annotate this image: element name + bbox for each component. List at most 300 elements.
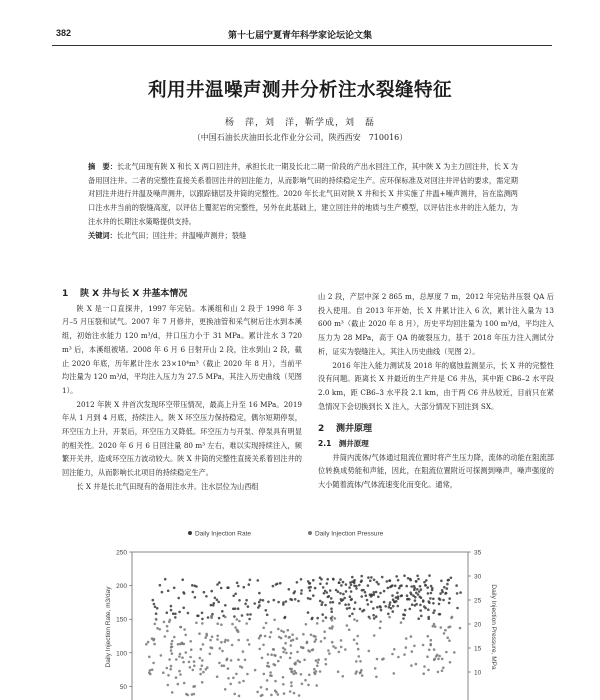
rate-point	[178, 611, 181, 614]
rate-point	[177, 597, 180, 600]
rate-point	[450, 577, 453, 580]
rate-point	[339, 578, 342, 581]
pressure-point	[229, 683, 232, 686]
pressure-point	[355, 660, 358, 663]
rate-point	[329, 601, 332, 604]
pressure-point	[315, 659, 318, 662]
rate-point	[438, 603, 441, 606]
rate-point	[427, 592, 430, 595]
pressure-point	[261, 657, 264, 660]
rate-point	[392, 598, 395, 601]
rate-point	[422, 599, 425, 602]
pressure-point	[273, 654, 276, 657]
pressure-point	[373, 634, 376, 637]
pressure-point	[225, 659, 228, 662]
pressure-point	[202, 643, 205, 646]
rate-point	[369, 580, 372, 583]
pressure-point	[393, 672, 396, 675]
pressure-point	[266, 665, 269, 668]
rate-point	[267, 601, 270, 604]
rate-point	[181, 578, 184, 581]
rate-point	[324, 604, 327, 607]
rate-point	[419, 596, 422, 599]
pressure-point	[448, 639, 451, 642]
rate-point	[413, 589, 416, 592]
rate-point	[236, 582, 239, 585]
pressure-point	[410, 635, 413, 638]
pressure-point	[298, 694, 301, 697]
pressure-point	[209, 646, 212, 649]
pressure-point	[353, 618, 356, 621]
rate-point	[426, 586, 429, 589]
rate-point	[417, 617, 420, 620]
rate-point	[227, 586, 230, 589]
pressure-point	[168, 658, 171, 661]
pressure-point	[153, 643, 156, 646]
pressure-point	[441, 658, 444, 661]
pressure-point	[256, 691, 259, 694]
rate-point	[339, 592, 342, 595]
rate-point	[389, 601, 392, 604]
rate-point	[419, 585, 422, 588]
rate-point	[411, 603, 414, 606]
pressure-point	[230, 659, 233, 662]
pressure-point	[320, 640, 323, 643]
rate-point	[348, 607, 351, 610]
pressure-point	[375, 676, 378, 679]
pressure-point	[245, 622, 248, 625]
pressure-point	[344, 648, 347, 651]
pressure-point	[359, 660, 362, 663]
rate-point	[326, 591, 329, 594]
y-tick-label-right: 25	[474, 597, 482, 605]
pressure-point	[447, 626, 450, 629]
pressure-point	[244, 659, 247, 662]
pressure-point	[282, 651, 285, 654]
rate-point	[205, 595, 208, 598]
pressure-point	[301, 683, 304, 686]
pressure-point	[368, 650, 371, 653]
pressure-point	[270, 694, 273, 697]
pressure-point	[300, 646, 303, 649]
rate-point	[420, 588, 423, 591]
pressure-point	[317, 658, 320, 661]
pressure-point	[411, 650, 414, 653]
pressure-point	[307, 649, 310, 652]
rate-point	[183, 592, 186, 595]
pressure-point	[300, 673, 303, 676]
rate-point	[173, 587, 176, 590]
rate-point	[249, 613, 252, 616]
rate-point	[338, 602, 341, 605]
pressure-point	[184, 634, 187, 637]
pressure-point	[369, 617, 372, 620]
pressure-point	[290, 685, 293, 688]
pressure-point	[179, 653, 182, 656]
pressure-point	[199, 657, 202, 660]
rate-point	[448, 602, 451, 605]
rate-point	[419, 609, 422, 612]
y-tick-label-left: 200	[116, 583, 127, 591]
rate-point	[402, 617, 405, 620]
pressure-point	[182, 661, 185, 664]
pressure-point	[324, 658, 327, 661]
pressure-point	[189, 666, 192, 669]
rate-point	[348, 615, 351, 618]
rate-point	[307, 597, 310, 600]
pressure-point	[175, 658, 178, 661]
y-tick-label-right: 30	[474, 573, 482, 581]
pressure-point	[328, 652, 331, 655]
rate-point	[321, 613, 324, 616]
rate-point	[330, 607, 333, 610]
y-tick-label-left: 50	[119, 683, 127, 691]
rate-point	[167, 590, 170, 593]
rate-point	[311, 618, 314, 621]
pressure-point	[173, 636, 176, 639]
pressure-point	[192, 685, 195, 688]
pressure-point	[175, 676, 178, 679]
rate-point	[367, 584, 370, 587]
paragraph: 2012 年陕 X 井首次发现环空带压情况，最高上升至 16 MPa。2019 年从 1 月到 4 月底，持续注入，陕 X 环空压力保持稳定，偶尔短期停泵，环空压力上升，开泵后，环空压力又降低。环空压力与开泵、停泵具有明显的相关性。2020 年 6 月 6 日回注量 80 m³ 左右，难以实现持续注入，频繁开关井，造成环空压力波动较大。陕 X 井筒的完整性直接关系着回注井的回注能力，从而影响长北项目的持续稳定生产。	[62, 399, 302, 478]
pressure-point	[273, 619, 276, 622]
pressure-point	[160, 654, 163, 657]
pressure-point	[315, 684, 318, 687]
pressure-point	[282, 676, 285, 679]
rate-point	[248, 618, 251, 621]
pressure-point	[325, 663, 328, 666]
rate-point	[359, 608, 362, 611]
rate-point	[246, 613, 249, 616]
rate-point	[353, 608, 356, 611]
pressure-point	[179, 626, 182, 629]
y-tick-label-right: 20	[474, 621, 482, 629]
rate-point	[249, 579, 252, 582]
rate-point	[366, 599, 369, 602]
pressure-point	[296, 651, 299, 654]
pressure-point	[430, 639, 433, 642]
pressure-point	[224, 641, 227, 644]
rate-point	[294, 598, 297, 601]
pressure-point	[305, 623, 308, 626]
pressure-point	[221, 664, 224, 667]
pressure-point	[190, 648, 193, 651]
pressure-point	[200, 648, 203, 651]
pressure-point	[202, 671, 205, 674]
rate-point	[438, 597, 441, 600]
rate-point	[265, 609, 268, 612]
pressure-point	[444, 629, 447, 632]
pressure-point	[423, 665, 426, 668]
pressure-point	[238, 620, 241, 623]
rate-point	[210, 604, 213, 607]
pressure-point	[164, 635, 167, 638]
pressure-point	[405, 646, 408, 649]
pressure-point	[170, 649, 173, 652]
pressure-point	[299, 661, 302, 664]
rate-point	[257, 606, 260, 609]
pressure-point	[289, 690, 292, 693]
rate-point	[376, 606, 379, 609]
pressure-point	[376, 658, 379, 661]
pressure-point	[192, 669, 195, 672]
rate-point	[416, 575, 419, 578]
pressure-point	[183, 643, 186, 646]
pressure-point	[422, 644, 425, 647]
pressure-point	[162, 671, 165, 674]
pressure-point	[170, 665, 173, 668]
rate-point	[320, 603, 323, 606]
pressure-point	[284, 642, 287, 645]
rate-point	[282, 603, 285, 606]
pressure-point	[310, 634, 313, 637]
rate-point	[221, 610, 224, 613]
rate-point	[377, 596, 380, 599]
rate-point	[297, 600, 300, 603]
rate-point	[432, 602, 435, 605]
rate-point	[245, 599, 248, 602]
rate-point	[154, 606, 157, 609]
pressure-point	[177, 643, 180, 646]
pressure-point	[260, 686, 263, 689]
rate-point	[415, 580, 418, 583]
rate-point	[414, 599, 417, 602]
rate-point	[350, 584, 353, 587]
rate-point	[358, 584, 361, 587]
pressure-point	[340, 639, 343, 642]
pressure-point	[293, 692, 296, 695]
rate-point	[459, 591, 462, 594]
pressure-point	[189, 656, 192, 659]
pressure-point	[279, 656, 282, 659]
rate-point	[367, 603, 370, 606]
rate-point	[174, 613, 177, 616]
rate-point	[218, 581, 221, 584]
pressure-point	[382, 657, 385, 660]
rate-point	[325, 616, 328, 619]
rate-point	[312, 579, 315, 582]
rate-point	[360, 595, 363, 598]
rate-point	[347, 603, 350, 606]
pressure-point	[151, 637, 154, 640]
rate-point	[455, 584, 458, 587]
pressure-point	[427, 669, 430, 672]
rate-point	[232, 595, 235, 598]
rate-point	[432, 598, 435, 601]
pressure-point	[283, 692, 286, 695]
pressure-point	[254, 669, 257, 672]
rate-point	[387, 587, 390, 590]
pressure-point	[361, 674, 364, 677]
rate-point	[300, 592, 303, 595]
pressure-point	[259, 635, 262, 638]
legend-label: Daily Injection Pressure	[315, 530, 384, 538]
pressure-point	[148, 656, 151, 659]
pressure-point	[201, 622, 204, 625]
pressure-point	[322, 620, 325, 623]
rate-point	[170, 609, 173, 612]
rate-point	[456, 592, 459, 595]
pressure-point	[284, 635, 287, 638]
chart-legend	[188, 531, 384, 538]
pressure-point	[356, 620, 359, 623]
pressure-point	[287, 629, 290, 632]
rate-point	[342, 593, 345, 596]
rate-point	[293, 592, 296, 595]
rate-point	[326, 578, 329, 581]
pressure-point	[272, 663, 275, 666]
pressure-point	[267, 653, 270, 656]
rate-point	[321, 601, 324, 604]
pressure-point	[232, 677, 235, 680]
header-rule	[52, 45, 552, 46]
rate-point	[214, 597, 217, 600]
pressure-point	[290, 644, 293, 647]
y-axis-title-left: Daily Injection Rate, m3/day	[105, 586, 112, 668]
rate-point	[443, 586, 446, 589]
rate-point	[218, 617, 221, 620]
rate-point	[344, 603, 347, 606]
pressure-point	[391, 653, 394, 656]
pressure-point	[353, 639, 356, 642]
pressure-point	[248, 643, 251, 646]
pressure-point	[379, 620, 382, 623]
rate-point	[392, 610, 395, 613]
pressure-point	[413, 645, 416, 648]
rate-point	[194, 596, 197, 599]
pressure-point	[303, 659, 306, 662]
rate-point	[279, 582, 282, 585]
rate-point	[192, 591, 195, 594]
rate-point	[314, 587, 317, 590]
pressure-point	[267, 662, 270, 665]
rate-point	[427, 608, 430, 611]
pressure-point	[280, 637, 283, 640]
pressure-point	[155, 618, 158, 621]
rate-point	[362, 589, 365, 592]
rate-point	[332, 578, 335, 581]
pressure-point	[313, 635, 316, 638]
rate-point	[349, 595, 352, 598]
pressure-point	[178, 655, 181, 658]
page-number: 382	[56, 28, 72, 38]
pressure-point	[170, 643, 173, 646]
rate-point	[332, 601, 335, 604]
rate-point	[428, 574, 431, 577]
y-tick-label-left: 100	[116, 650, 127, 658]
rate-point	[330, 597, 333, 600]
rate-point	[392, 605, 395, 608]
rate-point	[273, 599, 276, 602]
rate-point	[238, 599, 241, 602]
rate-point	[416, 588, 419, 591]
pressure-point	[149, 669, 152, 672]
pressure-point	[185, 693, 188, 696]
pressure-point	[434, 625, 437, 628]
rate-point	[396, 592, 399, 595]
rate-point	[371, 594, 374, 597]
rate-point	[170, 605, 173, 608]
chart-points	[145, 574, 462, 697]
rate-point	[335, 589, 338, 592]
pressure-point	[166, 667, 169, 670]
rate-point	[387, 613, 390, 616]
rate-point	[288, 588, 291, 591]
pressure-point	[261, 694, 264, 697]
pressure-point	[201, 659, 204, 662]
rate-point	[220, 587, 223, 590]
pressure-point	[282, 683, 285, 686]
pressure-point	[201, 664, 204, 667]
y-axis-title-right: Daily Injection Pressure, MPa	[490, 584, 497, 670]
pressure-point	[270, 631, 273, 634]
rate-point	[247, 605, 250, 608]
pressure-point	[459, 627, 462, 630]
rate-point	[257, 579, 260, 582]
pressure-point	[166, 630, 169, 633]
pressure-point	[216, 675, 219, 678]
pressure-point	[183, 628, 186, 631]
rate-point	[283, 617, 286, 620]
rate-point	[444, 592, 447, 595]
pressure-point	[356, 642, 359, 645]
pressure-point	[441, 669, 444, 672]
pressure-point	[154, 623, 157, 626]
pressure-point	[346, 624, 349, 627]
pressure-point	[292, 673, 295, 676]
rate-point	[409, 578, 412, 581]
rate-point	[342, 599, 345, 602]
pressure-point	[293, 670, 296, 673]
pressure-point	[216, 635, 219, 638]
rate-point	[224, 604, 227, 607]
pressure-point	[323, 637, 326, 640]
pressure-point	[242, 650, 245, 653]
pressure-point	[211, 636, 214, 639]
pressure-point	[338, 651, 341, 654]
rate-point	[320, 578, 323, 581]
rate-point	[285, 600, 288, 603]
pressure-point	[307, 684, 310, 687]
pressure-point	[306, 642, 309, 645]
rate-point	[153, 603, 156, 606]
pressure-point	[442, 666, 445, 669]
pressure-point	[316, 622, 319, 625]
rate-point	[395, 575, 398, 578]
pressure-point	[171, 640, 174, 643]
rate-point	[415, 603, 418, 606]
paragraph: 2016 年注入能力测试及 2018 年的腐蚀监测显示，长 X 井的完整性没有问题。距离长 X 井最近的生产井是 C6 井丛，其中距 CB6–2 水平段 2.0 km，距 CB6–3 水平段 2.1 km，由于两 C6 井丛较近，目前只在紧急情况下会切换到长 X 注入，大部分情况下回注到 SX。	[318, 360, 554, 411]
pressure-point	[312, 648, 315, 651]
pressure-point	[410, 664, 413, 667]
rate-point	[375, 615, 378, 618]
rate-point	[210, 590, 213, 593]
rate-point	[289, 598, 292, 601]
rate-point	[410, 593, 413, 596]
pressure-point	[227, 639, 230, 642]
pressure-point	[193, 660, 196, 663]
chart-axes	[105, 550, 497, 700]
y-tick-label-left: 250	[116, 549, 127, 557]
rate-point	[243, 586, 246, 589]
pressure-point	[218, 662, 221, 665]
pressure-point	[167, 684, 170, 687]
rate-point	[300, 589, 303, 592]
rate-point	[430, 592, 433, 595]
pressure-point	[234, 626, 237, 629]
pressure-point	[151, 668, 154, 671]
rate-point	[309, 582, 312, 585]
